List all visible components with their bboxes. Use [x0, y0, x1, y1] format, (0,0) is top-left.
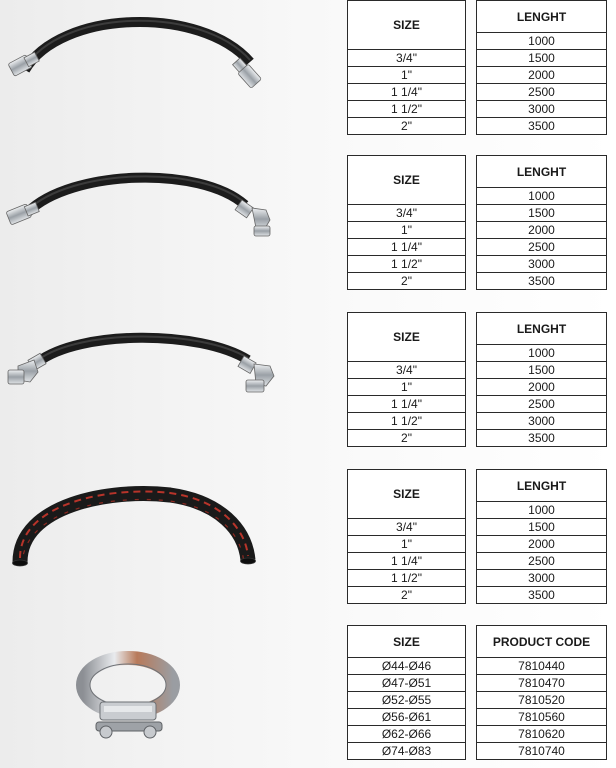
- length-cell: 3000: [477, 256, 607, 273]
- size-cell: 1 1/4": [348, 239, 466, 256]
- length-cell: 2500: [477, 553, 607, 570]
- length-cell: 1000: [477, 33, 607, 50]
- size-table-2: [347, 155, 466, 290]
- length-cell: 3500: [477, 430, 607, 447]
- length-cell: 1000: [477, 502, 607, 519]
- size-cell: Ø47-Ø51: [348, 675, 466, 692]
- length-header: LENGHT: [477, 156, 607, 188]
- size-header: SIZE: [348, 313, 466, 362]
- length-cell: 2500: [477, 396, 607, 413]
- length-cell: 1000: [477, 188, 607, 205]
- length-table-1: [476, 0, 607, 135]
- size-cell: 1 1/2": [348, 101, 466, 118]
- size-cell: 2": [348, 430, 466, 447]
- size-cell: 1 1/4": [348, 84, 466, 101]
- product-code-cell: 7810520: [477, 692, 607, 709]
- size-cell: 1": [348, 222, 466, 239]
- product-code-cell: 7810470: [477, 675, 607, 692]
- size-table-4: [347, 469, 466, 604]
- size-table-1: [347, 0, 466, 135]
- length-cell: 2000: [477, 222, 607, 239]
- product-image-straight-hose: [0, 0, 330, 120]
- size-cell: 1": [348, 536, 466, 553]
- length-header: LENGHT: [477, 470, 607, 502]
- size-cell: 2": [348, 118, 466, 135]
- size-cell: 1 1/4": [348, 553, 466, 570]
- length-table-4: [476, 469, 607, 604]
- size-cell: 1": [348, 379, 466, 396]
- length-cell: 1500: [477, 362, 607, 379]
- size-cell: 1": [348, 67, 466, 84]
- length-cell: 3000: [477, 101, 607, 118]
- length-table-3: [476, 312, 607, 447]
- size-cell: 3/4": [348, 519, 466, 536]
- hose-elbow-one-end-icon: [0, 150, 330, 270]
- length-cell: 3000: [477, 570, 607, 587]
- size-table-3: [347, 312, 466, 447]
- product-code-cell: 7810620: [477, 726, 607, 743]
- size-header: SIZE: [348, 1, 466, 50]
- length-cell: 3500: [477, 118, 607, 135]
- length-table-2: [476, 155, 607, 290]
- product-image-hose-elbow-one-end: [0, 150, 330, 270]
- product-image-plain-hose: [0, 470, 330, 600]
- length-cell: 1500: [477, 50, 607, 67]
- size-header: SIZE: [348, 470, 466, 519]
- product-image-hose-clamp: [0, 630, 330, 768]
- length-header: LENGHT: [477, 313, 607, 345]
- length-cell: 3000: [477, 413, 607, 430]
- size-header: SIZE: [348, 156, 466, 205]
- size-cell: 3/4": [348, 205, 466, 222]
- length-cell: 1000: [477, 345, 607, 362]
- size-cell: 2": [348, 273, 466, 290]
- size-header: SIZE: [348, 626, 466, 658]
- length-cell: 2000: [477, 536, 607, 553]
- length-header: LENGHT: [477, 1, 607, 33]
- product-image-hose-elbow-both-ends: [0, 310, 330, 430]
- size-cell: Ø56-Ø61: [348, 709, 466, 726]
- size-cell: 3/4": [348, 362, 466, 379]
- size-cell: 2": [348, 587, 466, 604]
- hose-elbow-both-ends-icon: [0, 310, 330, 430]
- size-cell: Ø44-Ø46: [348, 658, 466, 675]
- product-code-header: PRODUCT CODE: [477, 626, 607, 658]
- size-cell: 3/4": [348, 50, 466, 67]
- size-cell: 1 1/2": [348, 256, 466, 273]
- size-table-5: [347, 625, 466, 760]
- length-cell: 1500: [477, 205, 607, 222]
- length-cell: 3500: [477, 587, 607, 604]
- product-code-table: [476, 625, 607, 760]
- hose-clamp-icon: [0, 630, 330, 768]
- length-cell: 2000: [477, 379, 607, 396]
- size-cell: Ø62-Ø66: [348, 726, 466, 743]
- length-cell: 3500: [477, 273, 607, 290]
- product-code-cell: 7810560: [477, 709, 607, 726]
- size-cell: Ø52-Ø55: [348, 692, 466, 709]
- size-cell: 1 1/2": [348, 413, 466, 430]
- size-cell: Ø74-Ø83: [348, 743, 466, 760]
- product-code-cell: 7810440: [477, 658, 607, 675]
- plain-hose-icon: [0, 470, 330, 600]
- product-code-cell: 7810740: [477, 743, 607, 760]
- length-cell: 2500: [477, 239, 607, 256]
- length-cell: 2000: [477, 67, 607, 84]
- length-cell: 1500: [477, 519, 607, 536]
- straight-hose-icon: [0, 0, 330, 120]
- size-cell: 1 1/2": [348, 570, 466, 587]
- length-cell: 2500: [477, 84, 607, 101]
- size-cell: 1 1/4": [348, 396, 466, 413]
